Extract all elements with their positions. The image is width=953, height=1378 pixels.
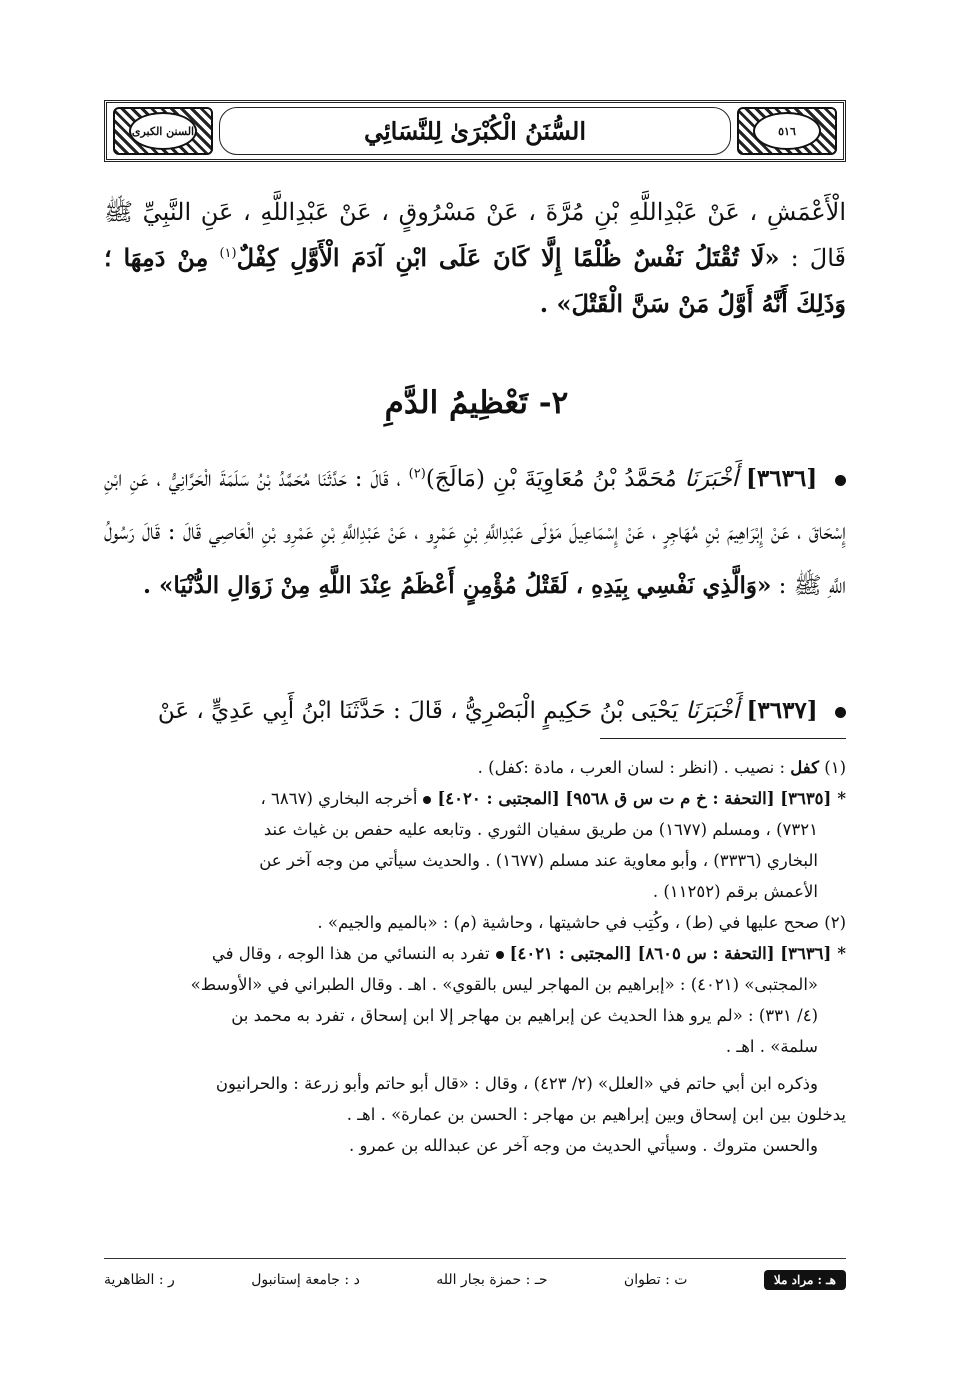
takhrij-line: ٧٣٢١) ، ومسلم (١٦٧٧) من طريق سفيان الثوري . وتابعه عليه حفص بن غياث عند (263, 820, 818, 839)
footnote-ref-2: (٢) (408, 466, 426, 482)
ornament-medallion: السنن الكبرى (129, 112, 197, 150)
source-badge: هـ : مراد ملا (764, 1270, 846, 1290)
hadith-matn-a: «لَا تُقْتَلُ نَفْسٌ ظُلْمًا إِلَّا كَانَ عَلَى ابْنِ آدَمَ الْأَوَّلِ كِفْلٌ (236, 243, 780, 272)
takhrij-line: سلمة» . اهـ . (725, 1037, 818, 1056)
source-t: ت : تطوان (623, 1272, 688, 1288)
source-h: حـ : حمزة بجار الله (436, 1272, 548, 1288)
intro-line: الْأَعْمَشِ ، عَنْ عَبْدِاللَّهِ بْنِ مُرَّةَ ، عَنْ مَسْرُوقٍ ، عَنْ عَبْدِاللَّهِ ، عَنِ النَّبِيِّ ﷺ قَالَ : (104, 198, 846, 272)
takhrij-line: الأعمش برقم (١١٢٥٢) . (652, 882, 818, 901)
hadith-matn-b: مِنْ دَمِهَا ؛ وَذَلِكَ أَنَّهُ أَوَّلُ مَنْ سَنَّ الْقَتْلَ» . (104, 243, 846, 318)
takhrij-line: والحسن متروك . وسيأتي الحديث من وجه آخر عن عبدالله بن عمرو . (348, 1136, 818, 1155)
takhrij-3636: *[٣٦٣٦] [التحفة : س ٨٦٠٥] [المجتبى : ٤٠٢١]تفرد به النسائي من هذا الوجه ، وقال في (211, 944, 846, 963)
isnad-part-2: ، قَالَ : حَدَّثَنَا مُحَمَّدُ بْنُ سَلَمَةَ الْحَرَّانِيُّ ، عَنِ ابْنِ إِسْحَاقَ ، عَنْ إِبْرَاهِيمَ بْنِ مُهَاجِرٍ ، عَنْ إِسْمَاعِيلَ مَوْلَى عَبْدِاللَّهِ بْنِ عَمْرٍو ، عَنْ عَبْدِاللَّهِ بْنِ عَمْرِو بْنِ الْعَاصِي قَالَ : قَالَ رَسُولُ اللَّهِ ﷺ : (104, 466, 846, 599)
dot-icon (423, 796, 431, 804)
source-r: ر : الظاهرية (104, 1272, 175, 1288)
takhrij-line: وذكره ابن أبي حاتم في «العلل» (٢/ ٤٢٣) ، وقال : «قال أبو حاتم وأبو زرعة : والحرانيون (215, 1074, 818, 1093)
hadith-3637 (104, 684, 846, 738)
ornament-left (113, 107, 213, 155)
asterisk-icon: * (837, 789, 846, 808)
takhrij-3635: *[٣٦٣٥] [التحفة : خ م ت س ق ٩٥٦٨] [المجتبى : ٤٠٢٠]أخرجه البخاري (٦٨٦٧ ، (260, 789, 846, 808)
section-title: ٢- تَعْظِيمُ الدَّمِ (384, 385, 569, 421)
footnote-2: (٢) صحح عليها في (ط) ، وكُتِب في حاشيتها ، وحاشية (م) : «بالميم والجيم» . (317, 913, 846, 932)
hadith-number: [٣٦٣٦] (746, 465, 818, 492)
manuscript-sources (104, 1266, 846, 1294)
hadith-number: [٣٦٣٧] (746, 697, 818, 724)
footnote-1: (١) كفل : نصيب . (انظر : لسان العرب ، مادة :كفل) . (477, 758, 846, 777)
page-header (104, 100, 846, 162)
source-d: د : جامعة إستانبول (251, 1272, 360, 1288)
takhrij-line: يدخلون بين ابن إسحاق وبين إبراهيم بن مهاجر : الحسن بن عمارة» . اهـ . (346, 1105, 846, 1124)
ornament-right (737, 107, 837, 155)
bottom-separator (104, 1258, 846, 1259)
page-number: ٥١٦ (753, 112, 821, 150)
footnote-ref-1: (١) (219, 246, 237, 261)
asterisk-icon: * (837, 944, 846, 963)
takhrij-line: (٤/ ٣٣١) : «لم يرو هذا الحديث عن إبراهيم بن مهاجر إلا ابن إسحاق ، تفرد به محمد بن (231, 1006, 818, 1025)
hadith-3636 (104, 452, 846, 613)
akhbarana: أَخْبَرَنَا (685, 698, 740, 724)
footnote-separator (600, 738, 846, 739)
bullet-icon (835, 707, 846, 718)
bullet-icon (835, 475, 846, 486)
isnad: يَحْيَى بْنُ حَكِيمٍ الْبَصْرِيُّ ، قَالَ : حَدَّثَنَا ابْنُ أَبِي عَدِيٍّ ، عَنْ (157, 698, 679, 724)
takhrij-line: البخاري (٣٣٣٦) ، وأبو معاوية عند مسلم (١٦٧٧) . والحديث سيأتي من وجه آخر عن (259, 851, 818, 870)
intro-text (104, 190, 846, 327)
isnad-part-1: مُحَمَّدُ بْنُ مُعَاوِيَةَ بْنِ (مَالَجَ) (425, 466, 677, 492)
book-title: السُّنَنُ الْكُبْرَىٰ لِلنَّسَائِي (363, 116, 587, 146)
dot-icon (496, 951, 504, 959)
footnotes (104, 752, 846, 1161)
takhrij-line: «المجتبى» (٤٠٢١) : «إبراهيم بن المهاجر ليس بالقوي» . اهـ . وقال الطبراني في «الأوسط» (190, 975, 818, 994)
hadith-matn: «وَالَّذِي نَفْسِي بِيَدِهِ ، لَقَتْلُ مُؤْمِنٍ أَعْظَمُ عِنْدَ اللَّهِ مِنْ زَوَالِ الدُّنْيَا» . (142, 572, 772, 599)
akhbarana: أَخْبَرَنَا (684, 466, 739, 492)
